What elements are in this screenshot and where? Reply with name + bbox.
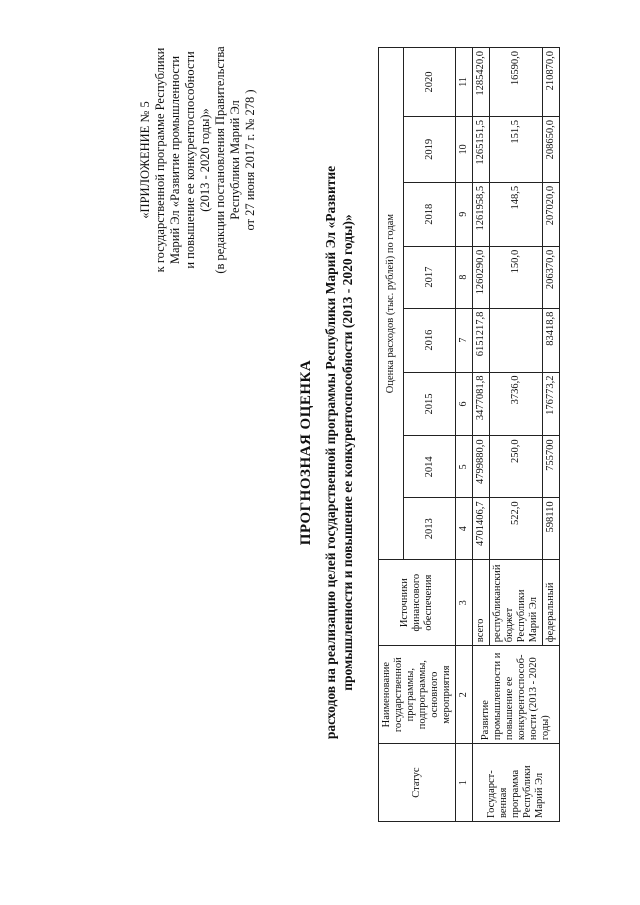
- column-number: 6: [456, 372, 473, 436]
- republican-2013: 522,0: [490, 498, 543, 560]
- document-subtitle: [322, 60, 356, 845]
- source-republican: республиканский бюджет Республики Марий Эл: [490, 560, 543, 646]
- subtitle-line-2: промышленности и повышение ее конкурентоспособности (2013 - 2020 годы)»: [340, 214, 355, 691]
- row-name: Развитие промышленности и повышение ее конкурентоспособ-ности (2013 - 2020 годы): [473, 646, 560, 744]
- appendix-line: Республики Марий Эл: [228, 100, 242, 220]
- appendix-line: и повышение ее конкурентоспособности: [183, 51, 197, 269]
- republican-2019: 151,5: [490, 116, 543, 182]
- republican-2020: 16590,0: [490, 48, 543, 117]
- appendix-block: [138, 30, 258, 290]
- year-header: 2018: [404, 182, 456, 246]
- year-header: 2014: [404, 436, 456, 498]
- federal-2013: 598110: [543, 498, 560, 560]
- republican-2015: 3736,0: [490, 372, 543, 436]
- republican-2017: 150,0: [490, 246, 543, 308]
- year-header: 2017: [404, 246, 456, 308]
- federal-2020: 210870,0: [543, 48, 560, 117]
- column-number: 4: [456, 498, 473, 560]
- total-2015: 3477081,8: [473, 372, 490, 436]
- year-header: 2013: [404, 498, 456, 560]
- row-status: Государст-венная программа Республики Марий Эл: [473, 744, 560, 822]
- document-title: ПРОГНОЗНАЯ ОЦЕНКА: [298, 359, 314, 546]
- column-number: 10: [456, 116, 473, 182]
- year-header: 2019: [404, 116, 456, 182]
- appendix-line: «ПРИЛОЖЕНИЕ № 5: [138, 101, 152, 219]
- header-estimate: Оценка расходов (тыс. рублей) по годам: [379, 48, 404, 560]
- year-header: 2016: [404, 308, 456, 372]
- table-row: [473, 48, 490, 822]
- total-2017: 1260290,0: [473, 246, 490, 308]
- total-2013: 4701406,7: [473, 498, 490, 560]
- column-number: 2: [456, 646, 473, 744]
- header-row-1: [379, 48, 404, 822]
- total-2020: 1285420,0: [473, 48, 490, 117]
- column-number: 1: [456, 744, 473, 822]
- federal-2015: 176773,2: [543, 372, 560, 436]
- federal-2019: 208650,0: [543, 116, 560, 182]
- appendix-line: (2013 - 2020 годы)»: [198, 108, 212, 212]
- header-sources: Источники финансового обеспечения: [379, 560, 456, 646]
- appendix-line: от 27 июня 2017 г. № 278 ): [243, 89, 257, 231]
- total-2014: 4799880,0: [473, 436, 490, 498]
- federal-2014: 755700: [543, 436, 560, 498]
- republican-2018: 148,5: [490, 182, 543, 246]
- header-status: Статус: [379, 744, 456, 822]
- source-federal: федеральный: [543, 560, 560, 646]
- header-name: Наименование государственной программы, подпрограммы, основного мероприятия: [379, 646, 456, 744]
- year-header: 2015: [404, 372, 456, 436]
- republican-2016: [490, 308, 543, 372]
- subtitle-line-1: расходов на реализацию целей государственной программы Республики Марий Эл «Развитие: [323, 165, 338, 740]
- column-number: 11: [456, 48, 473, 117]
- total-2016: 6151217,8: [473, 308, 490, 372]
- total-2019: 1265151,5: [473, 116, 490, 182]
- column-number: 5: [456, 436, 473, 498]
- year-header: 2020: [404, 48, 456, 117]
- column-number-row: [456, 48, 473, 822]
- federal-2018: 207020,0: [543, 182, 560, 246]
- federal-2016: 83418,8: [543, 308, 560, 372]
- appendix-line: Марий Эл «Развитие промышленности: [168, 55, 182, 265]
- column-number: 9: [456, 182, 473, 246]
- appendix-line: (в редакции постановления Правительства: [213, 46, 227, 274]
- column-number: 8: [456, 246, 473, 308]
- republican-2014: 250,0: [490, 436, 543, 498]
- estimate-table: [378, 47, 560, 822]
- column-number: 7: [456, 308, 473, 372]
- appendix-line: к государственной программе Республики: [153, 47, 167, 273]
- federal-2017: 206370,0: [543, 246, 560, 308]
- source-total: всего: [473, 560, 490, 646]
- column-number: 3: [456, 560, 473, 646]
- total-2018: 1261958,5: [473, 182, 490, 246]
